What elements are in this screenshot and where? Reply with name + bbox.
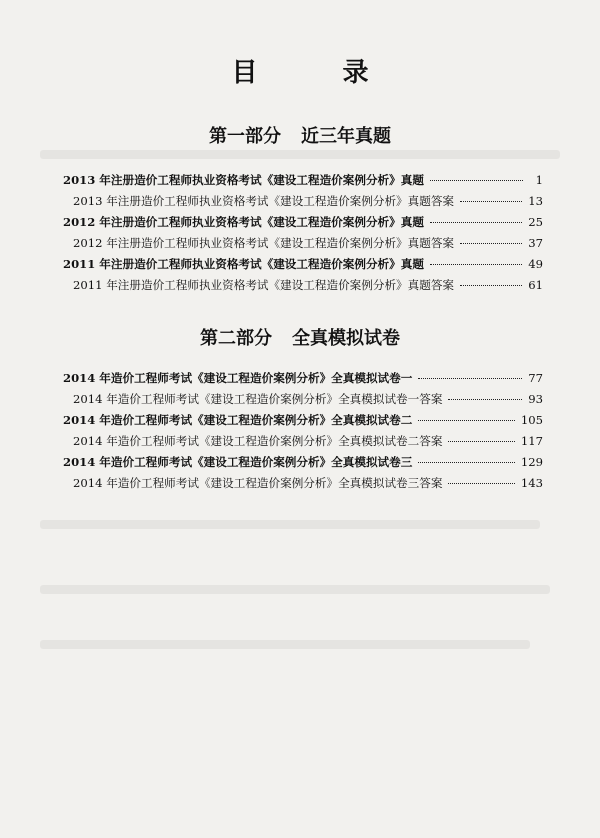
toc-title: 目 录 (231, 58, 407, 88)
dot-leader (418, 378, 522, 379)
bleed-through-mark (40, 520, 540, 529)
toc-entry-page: 37 (528, 236, 543, 250)
toc-entry-label: 2014 年造价工程师考试《建设工程造价案例分析》全真模拟试卷一 (63, 371, 413, 385)
toc-entry-label: 2014 年造价工程师考试《建设工程造价案例分析》全真模拟试卷三 (63, 455, 413, 469)
toc-entry-page: 93 (528, 392, 543, 406)
dot-leader (418, 462, 515, 463)
toc-entry[interactable] (63, 454, 543, 474)
toc-entry[interactable] (73, 433, 543, 453)
toc-entry-page: 13 (528, 194, 543, 208)
dot-leader (430, 180, 523, 181)
toc-entry-label: 2011 年注册造价工程师执业资格考试《建设工程造价案例分析》真题答案 (73, 278, 455, 292)
toc-entry-page: 61 (528, 278, 543, 292)
part-number: 第二部分 (200, 328, 272, 349)
part-heading (0, 324, 600, 350)
toc-entry-page: 49 (528, 257, 543, 271)
toc-entry-page: 1 (535, 173, 543, 187)
dot-leader (448, 483, 514, 484)
toc-entry[interactable] (63, 214, 543, 234)
toc-entry-page: 77 (528, 371, 543, 385)
part-number: 第一部分 (209, 126, 281, 147)
dot-leader (430, 222, 522, 223)
toc-entry-page: 117 (520, 434, 543, 448)
bleed-through-mark (40, 640, 530, 649)
toc-entry-label: 2014 年造价工程师考试《建设工程造价案例分析》全真模拟试卷二答案 (73, 434, 443, 448)
part-title: 近三年真题 (301, 126, 391, 147)
toc-entry-label: 2011 年注册造价工程师执业资格考试《建设工程造价案例分析》真题 (63, 257, 424, 271)
toc-entry[interactable] (63, 412, 543, 432)
toc-entry-page: 129 (520, 455, 543, 469)
part-heading (0, 122, 600, 148)
toc-entry[interactable] (63, 172, 543, 192)
bleed-through-mark (40, 585, 550, 594)
toc-entry-page: 105 (520, 413, 543, 427)
toc-entry-label: 2012 年注册造价工程师执业资格考试《建设工程造价案例分析》真题 (63, 215, 424, 229)
toc-entry-page: 25 (528, 215, 543, 229)
toc-entry[interactable] (63, 256, 543, 276)
toc-entry-label: 2014 年造价工程师考试《建设工程造价案例分析》全真模拟试卷三答案 (73, 476, 443, 490)
toc-entry[interactable] (73, 235, 543, 255)
toc-entry-page: 143 (520, 476, 543, 490)
toc-entry-label: 2014 年造价工程师考试《建设工程造价案例分析》全真模拟试卷一答案 (73, 392, 443, 406)
toc-entry[interactable] (63, 370, 543, 390)
dot-leader (430, 264, 522, 265)
toc-entry[interactable] (73, 277, 543, 297)
toc-entry[interactable] (73, 391, 543, 411)
dot-leader (460, 243, 522, 244)
dot-leader (418, 420, 515, 421)
dot-leader (448, 399, 522, 400)
toc-entry[interactable] (73, 475, 543, 495)
bleed-through-mark (40, 150, 560, 159)
part-title: 全真模拟试卷 (292, 328, 400, 349)
toc-entry-label: 2014 年造价工程师考试《建设工程造价案例分析》全真模拟试卷二 (63, 413, 413, 427)
toc-entry[interactable] (73, 193, 543, 213)
dot-leader (460, 285, 522, 286)
dot-leader (448, 441, 514, 442)
toc-entry-label: 2013 年注册造价工程师执业资格考试《建设工程造价案例分析》真题 (63, 173, 424, 187)
toc-entry-label: 2012 年注册造价工程师执业资格考试《建设工程造价案例分析》真题答案 (73, 236, 455, 250)
toc-entry-label: 2013 年注册造价工程师执业资格考试《建设工程造价案例分析》真题答案 (73, 194, 455, 208)
dot-leader (460, 201, 522, 202)
